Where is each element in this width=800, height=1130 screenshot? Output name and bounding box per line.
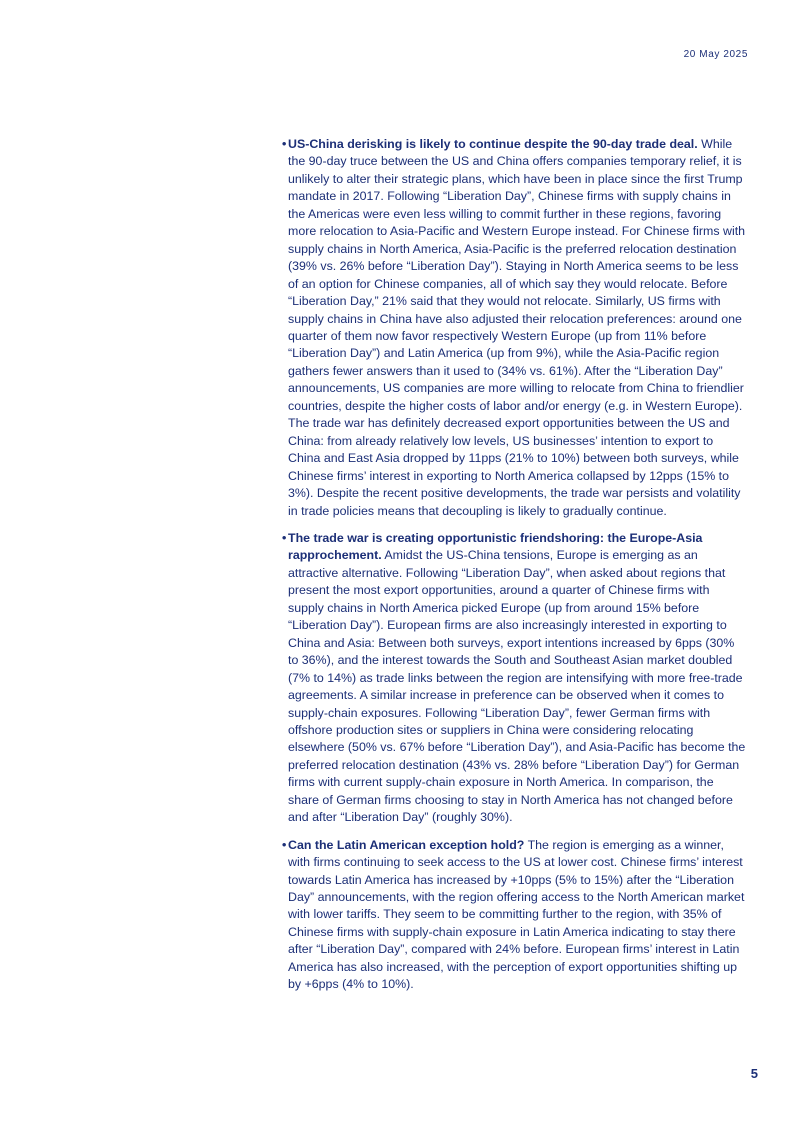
- report-date: 20 May 2025: [683, 49, 748, 60]
- bullet-lead: The trade war is creating opportunistic friendshoring: the Europe-Asia rapprochement.: [288, 530, 703, 563]
- bullet-text: Amidst the US-China tensions, Europe is emerging as an attractive alternative. Following “Liberation Day”, when asked about regions that present the most export opportunities, around a quarter of Chinese firms with supply chains in North America picked Europe (up from around 15% before “Liberation Day”). European firms are also increasingly interested in exporting to China and Asia: Between both surveys, export intentions increased by 6pps (30% to 36%), and the interest towards the South and Southeast Asian market doubled (7% to 14%) as trade links between the region are intensifying with more free-trade agreements. A similar increase in preference can be observed when it comes to supply-chain exposures. Following “Liberation Day”, fewer German firms with offshore production sites or suppliers in China were considering relocating elsewhere (50% vs. 67% before “Liberation Day”), and Asia-Pacific has become the preferred relocation destination (43% vs. 28% before “Liberation Day”) for German firms with current supply-chain exposure in North America. In comparison, the share of German firms choosing to stay in North America has not changed before and after “Liberation Day” (roughly 30%).: [288, 548, 746, 825]
- bullet-text: The region is emerging as a winner, with firms continuing to seek access to the US at lower cost. Chinese firms’ interest towards Latin America has increased by +10pps (5% to 15%) after the “Liberation Day” announcements, with the region offering access to the North American market with lower tariffs. They seem to be committing further to the region, with 35% of Chinese firms with supply-chain exposure in Latin America indicating to stay there after “Liberation Day”, compared with 24% before. European firms’ interest in Latin America has also increased, with the perception of export opportunities shifting up by +6pps (4% to 10%).: [288, 837, 745, 992]
- bullet-lead: US-China derisking is likely to continue despite the 90-day trade deal.: [288, 137, 698, 151]
- page-number: 5: [750, 1066, 758, 1081]
- article-body: [282, 136, 748, 1004]
- bullet-text: While the 90-day truce between the US and China offers companies temporary relief, it is unlikely to alter their strategic plans, which have been in place since the first Trump mandate in 2017. Following “Liberation Day”, Chinese firms with supply chains in the Americas were even less willing to commit further in these regions, favoring more relocation to Asia-Pacific and Western Europe instead. For Chinese firms with supply chains in North America, Asia-Pacific is the preferred relocation destination (39% vs. 26% before “Liberation Day”). Staying in North America seems to be less of an option for Chinese companies, all of which say they would relocate. Before “Liberation Day,” 21% said that they would not relocate. Similarly, US firms with supply chains in China have also adjusted their relocation preferences: around one quarter of them now favor respectively Western Europe (up from 11% before “Liberation Day”) and Latin America (up from 9%), while the Asia-Pacific region gathers fewer answers than it used to (34% vs. 61%). After the “Liberation Day” announcements, US companies are more willing to relocate from China to friendlier countries, despite the higher costs of labor and/or energy (e.g. in Western Europe). The trade war has definitely decreased export opportunities between the US and China: from already relatively low levels, US businesses’ intention to export to China and East Asia dropped by 11pps (21% to 10%) between both surveys, while Chinese firms’ interest in exporting to North America collapsed by 12pps (15% to 3%). Despite the recent positive developments, the trade war persists and volatility in trade policies means that decoupling is likely to gradually continue.: [288, 137, 746, 518]
- bullet-latin-american-exception: [282, 837, 748, 994]
- bullet-us-china-derisking: [282, 136, 748, 520]
- bullet-europe-asia-rapprochement: [282, 530, 748, 827]
- bullet-lead: Can the Latin American exception hold?: [288, 837, 525, 852]
